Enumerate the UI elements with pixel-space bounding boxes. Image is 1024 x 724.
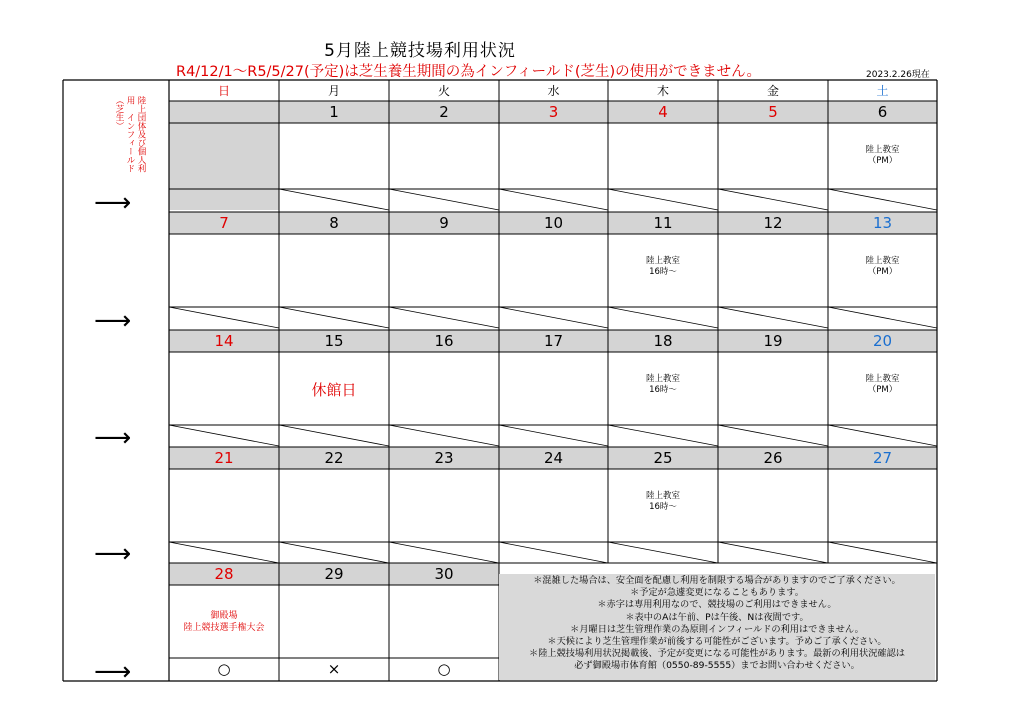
grid-line: [279, 425, 389, 446]
day-number: 19: [763, 332, 783, 350]
day-number: 11: [653, 214, 673, 232]
note-line: ＊予定が急遽変更になることもあります。: [630, 587, 804, 599]
closed-day-label: 休館日: [311, 381, 357, 399]
note-line: 16時〜: [649, 502, 677, 512]
day-number: 6: [877, 103, 888, 121]
day-number: 9: [439, 214, 449, 232]
grid-line: [169, 425, 279, 446]
grid-line: [279, 307, 389, 328]
availability-mark: ×: [327, 660, 341, 678]
grid-line: [499, 189, 608, 210]
notes-block: [499, 574, 935, 680]
day-number: 12: [763, 214, 783, 232]
arrow-icon: ⟶: [94, 306, 132, 336]
note-line: 16時〜: [649, 267, 677, 277]
note-line: 陸上教室: [865, 256, 900, 266]
note-line: ＊混雑した場合は、安全面を配慮し利用を制限する場合がありますのでご了承ください。: [533, 575, 901, 586]
grid-line: [828, 189, 937, 210]
note-line: （PM）: [867, 156, 898, 166]
grid-line: [718, 425, 828, 446]
weekday-header: 土: [876, 84, 889, 98]
schedule-note: [828, 145, 937, 167]
arrow-icon: ⟶: [94, 539, 132, 569]
note-line: 陸上教室: [865, 145, 900, 155]
day-number: 1: [329, 103, 339, 121]
day-number: 30: [434, 565, 454, 583]
note-line: 16時〜: [649, 385, 677, 395]
note-line: ＊表中のAは午前、Pは午後、Nは夜間です。: [625, 611, 809, 623]
day-number: 24: [543, 449, 564, 467]
note-line: ＊月曜日は芝生管理作業の為原則インフィールドの利用はできません。: [570, 623, 864, 635]
grid-line: [828, 542, 937, 563]
event-line: 御殿場: [210, 611, 238, 621]
grid-line: [169, 542, 279, 563]
schedule-note: [608, 491, 718, 513]
weekday-header: 金: [766, 84, 779, 98]
weekday-header: 月: [327, 84, 340, 98]
day-number: 21: [214, 449, 234, 467]
empty-cell-shade: [169, 123, 279, 189]
day-number: 23: [434, 449, 454, 467]
note-line: ＊陸上競技場利用状況掲載後、予定が変更になる可能性があります。最新の利用状況確認は: [529, 648, 905, 660]
grid-line: [718, 542, 828, 563]
day-number: 7: [219, 214, 229, 232]
note-line: ＊赤字は専用利用なので、競技場のご利用はできません。: [597, 599, 837, 611]
event-label: [169, 610, 279, 634]
availability-mark: ○: [217, 660, 231, 678]
day-number: 26: [763, 449, 783, 467]
arrow-icon: ⟶: [94, 423, 132, 453]
day-number: 28: [214, 565, 234, 583]
as-of-date: 2023.2.26現在: [866, 70, 930, 80]
grid-line: [389, 542, 499, 563]
row-header-label: 陸上団体及び個人利用 インフィールド（芝生）: [114, 96, 146, 173]
note-line: ＊天候により芝生管理作業が前後する可能性がございます。予めご了承ください。: [547, 636, 887, 648]
schedule-note: [608, 374, 718, 396]
day-number: 15: [324, 332, 344, 350]
weekday-header: 木: [656, 84, 669, 98]
grid-line: [828, 425, 937, 446]
availability-mark: ○: [437, 660, 451, 678]
arrow-icon: ⟶: [94, 657, 132, 687]
day-number: 25: [653, 449, 673, 467]
grid-line: [828, 307, 937, 328]
day-number: 5: [768, 103, 778, 121]
grid-line: [718, 307, 828, 328]
day-number: 3: [548, 103, 559, 121]
grid-line: [389, 189, 499, 210]
note-line: （PM）: [867, 267, 898, 277]
grid-line: [389, 425, 499, 446]
grid-line: [608, 425, 718, 446]
grid-line: [718, 189, 828, 210]
page-title: 5月陸上競技場利用状況: [324, 41, 516, 61]
note-line: 陸上教室: [865, 374, 900, 384]
note-line: 陸上教室: [645, 491, 680, 501]
grid-line: [499, 425, 608, 446]
grid-line: [279, 189, 389, 210]
note-line: 必ず御殿場市体育館（0550-89-5555）までお問い合わせください。: [574, 660, 860, 672]
day-number: 29: [324, 565, 344, 583]
day-number: 13: [872, 214, 893, 232]
weekday-header: 火: [437, 84, 450, 98]
grid-line: [169, 307, 279, 328]
grid-line: [499, 542, 608, 563]
weekday-header: 日: [217, 84, 230, 98]
note-line: （PM）: [867, 385, 898, 395]
day-number: 16: [434, 332, 454, 350]
grid-line: [389, 307, 499, 328]
day-number: 18: [653, 332, 673, 350]
weekday-header: 水: [547, 84, 560, 98]
day-number: 14: [214, 332, 234, 350]
day-number: 10: [543, 214, 564, 232]
schedule-note: [828, 374, 937, 396]
grid-line: [499, 307, 608, 328]
grid-line: [608, 542, 718, 563]
grid-line: [608, 307, 718, 328]
day-number: 8: [329, 214, 339, 232]
grid-line: [279, 542, 389, 563]
empty-cell-shade: [169, 189, 279, 210]
note-line: 陸上教室: [645, 256, 680, 266]
day-number: 20: [872, 332, 893, 350]
schedule-note: [608, 256, 718, 278]
grid-line: [608, 189, 718, 210]
schedule-note: [828, 256, 937, 278]
arrow-icon: ⟶: [94, 188, 132, 218]
day-number: 22: [324, 449, 344, 467]
day-number: 27: [872, 449, 893, 467]
day-number: 17: [543, 332, 564, 350]
note-line: 陸上教室: [645, 374, 680, 384]
day-number: 4: [658, 103, 668, 121]
day-number: 2: [439, 103, 449, 121]
turf-notice: R4/12/1〜R5/5/27(予定)は芝生養生期間の為インフィールド(芝生)の使用ができません。: [176, 64, 762, 80]
event-line: 陸上競技選手権大会: [183, 623, 265, 633]
